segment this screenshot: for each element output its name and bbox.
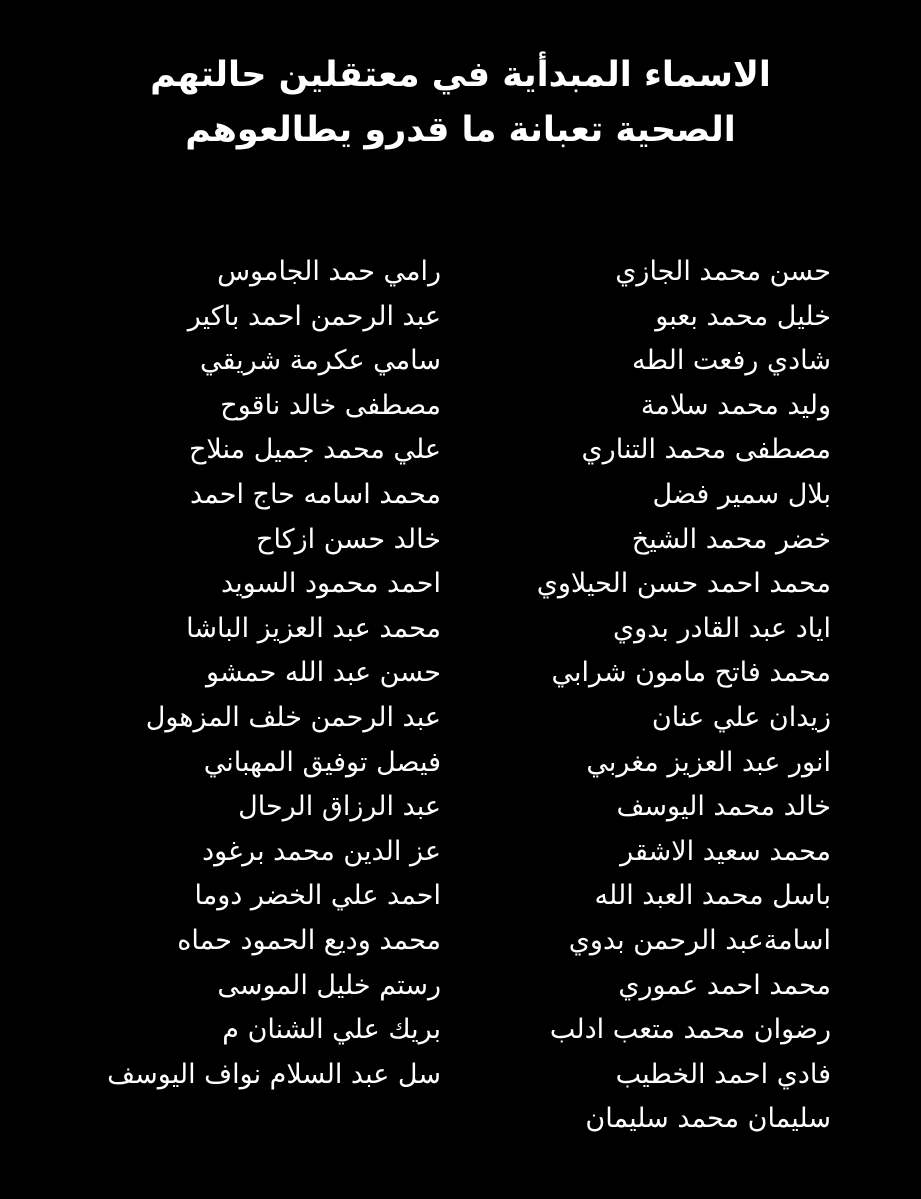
list-item: مصطفى محمد التناري (581, 434, 831, 466)
list-item: محمد احمد حسن الحيلاوي (536, 568, 831, 600)
cropped-text-fragment (628, 0, 688, 2)
list-item: سامي عكرمة شريقي (199, 345, 441, 377)
list-item: بريك علي الشنان م (222, 1014, 441, 1046)
names-list-right (451, 250, 831, 1142)
list-item: اسامةعبد الرحمن بدوي (568, 924, 831, 956)
headline-line-2: الصحية تعبانة ما قدرو يطالعوهم (185, 110, 736, 150)
list-item: خليل محمد بعبو (655, 300, 831, 332)
list-item: سليمان محمد سليمان (585, 1103, 831, 1135)
list-item: فيصل توفيق المهباني (203, 746, 441, 778)
list-item: عبد الرحمن احمد باكير (187, 300, 441, 332)
list-item: رامي حمد الجاموس (217, 256, 441, 287)
list-item: سل عبد السلام نواف اليوسف (107, 1058, 441, 1090)
headline (60, 48, 861, 158)
list-item: محمد عبد العزيز الباشا (186, 612, 441, 644)
list-item: عبد الرحمن خلف المزهول (145, 701, 441, 733)
headline-line-1: الاسماء المبدأية في معتقلين حالتهم (150, 55, 771, 95)
list-item: احمد علي الخضر دوما (194, 880, 441, 912)
list-item: فادي احمد الخطيب (615, 1058, 831, 1090)
names-list-left (1, 250, 441, 1097)
list-item: خالد محمد اليوسف (616, 791, 831, 823)
list-item: انور عبد العزيز مغربي (586, 746, 831, 778)
list-item: زيدان علي عنان (651, 701, 831, 733)
list-item: مصطفى خالد ناقوح (220, 389, 441, 421)
list-item: علي محمد جميل منلاح (188, 434, 441, 466)
list-item: خالد حسن ازكاح (256, 523, 441, 555)
list-item: رستم خليل الموسى (217, 969, 441, 1001)
list-item: وليد محمد سلامة (640, 389, 831, 421)
list-item: باسل محمد العبد الله (594, 880, 831, 912)
list-item: محمد وديع الحمود حماه (177, 924, 441, 956)
list-item: عبد الرزاق الرحال (238, 791, 441, 823)
list-item: محمد احمد عموري (618, 969, 831, 1001)
list-item: حسن محمد الجازي (615, 256, 831, 287)
list-item: بلال سمير فضل (652, 478, 831, 510)
list-item: عز الدين محمد برغود (202, 835, 441, 867)
list-item: اياد عبد القادر بدوي (613, 612, 831, 644)
list-item: حسن عبد الله حمشو (206, 657, 441, 689)
list-item: شادي رفعت الطه (631, 345, 831, 377)
list-item: محمد اسامه حاج احمد (189, 478, 441, 510)
list-item: احمد محمود السويد (220, 568, 441, 600)
list-item: رضوان محمد متعب ادلب (549, 1014, 831, 1046)
list-item: خضر محمد الشيخ (631, 523, 831, 555)
list-item: محمد سعيد الاشقر (620, 835, 831, 867)
list-item: محمد فاتح مامون شرابي (551, 657, 831, 689)
